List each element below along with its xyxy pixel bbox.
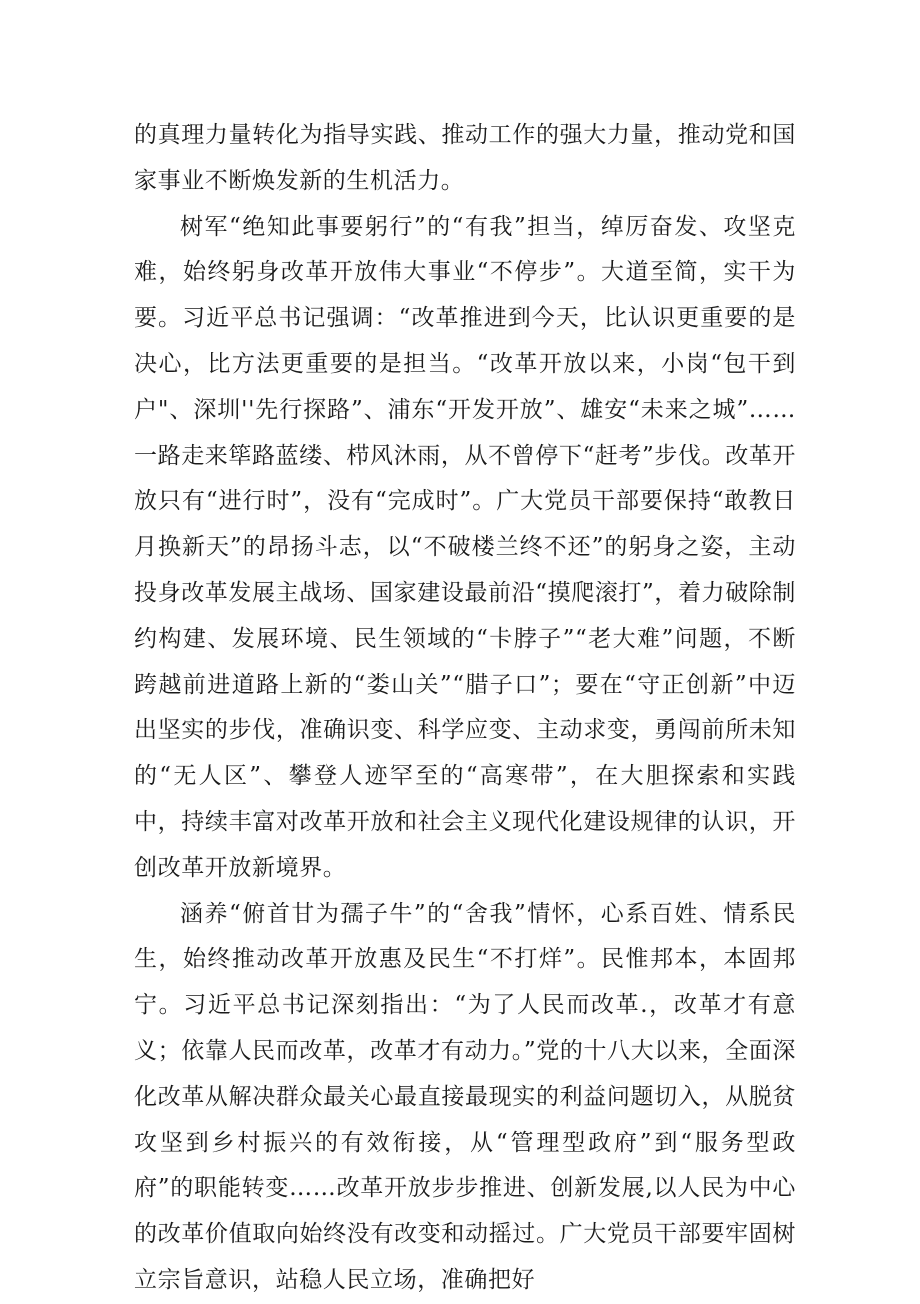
paragraph-reform-commitment: 树军“绝知此事要躬行”的“有我”担当，绰厉奋发、攻坚克难，始终躬身改革开放伟大事业“不停步”。大道至简，实干为要。习近平总书记强调：“改革推进到今天，比认识更重要的是决心，比方法更重要的是担当。“改革开放以来，小岗“包干到户"、深圳''先行探路”、浦东“开发开放”、雄安“未来之城”……一路走来筚路蓝缕、栉风沐雨，从不曾停下“赶考”步伐。改革开放只有“进行时”，没有“完成时”。广大党员干部要保持“敢教日月换新天”的昂扬斗志，以“不破楼兰终不还”的躬身之姿，主动投身改革发展主战场、国家建设最前沿“摸爬滚打”，着力破除制约构建、发展环境、民生领域的“卡脖子”“老大难”问题，不断跨越前进道路上新的“娄山关”“腊子口”；要在“守正创新”中迈出坚实的步伐，准确识变、科学应变、主动求变，勇闯前所未知的“无人区”、攀登人迹罕至的“高寒带”，在大胆探索和实践中，持续丰富对改革开放和社会主义现代化建设规律的认识，开创改革开放新境界。 [134,213,796,881]
paragraph-people-centered: 涵养“俯首甘为孺子牛”的“舍我”情怀，心系百姓、情系民生，始终推动改革开放惠及民生“不打烊”。民惟邦本，本固邦宁。习近平总书记深刻指出：“为了人民而改革.，改革才有意义；依靠人民而改革，改革才有动力。”党的十八大以来，全面深化改革从解决群众最关心最直接最现实的利益问题切入，从脱贫攻坚到乡村振兴的有效衔接，从“管理型政府”到“服务型政府”的职能转变……改革开放步步推进、创新发展,以人民为中心的改革价值取向始终没有改变和动摇过。广大党员干部要牢固树立宗旨意识，站稳人民立场，准确把好 [134,900,796,1293]
paragraph-continuation: 的真理力量转化为指导实践、推动工作的强大力量，推动党和国家事业不断焕发新的生机活力。 [134,122,796,194]
document-body [134,113,796,1304]
